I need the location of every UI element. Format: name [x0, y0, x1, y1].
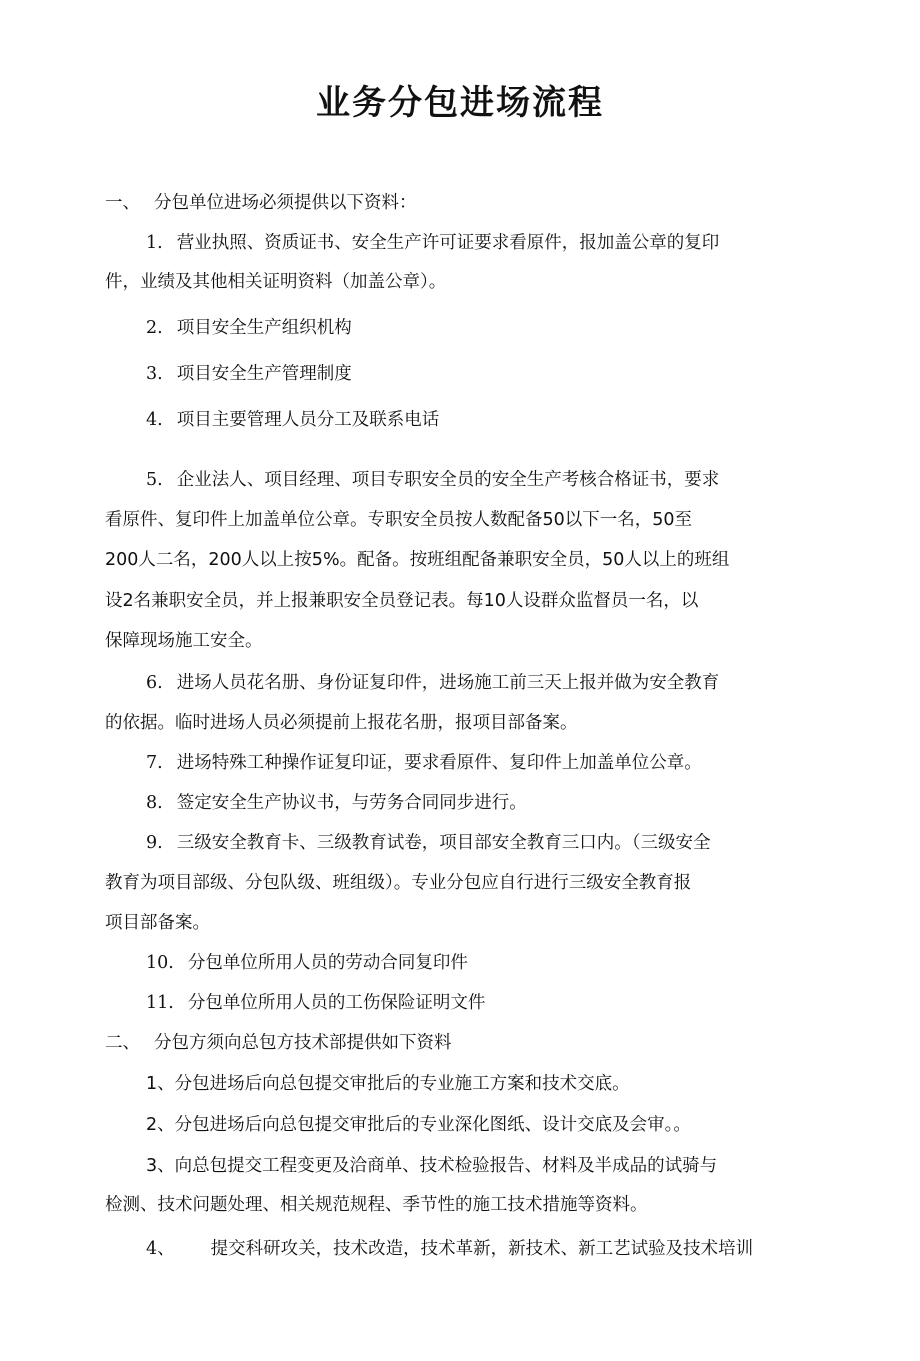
list-item: [146, 830, 710, 856]
item-text: 提交科研攻关，技术改造，技术革新，新技术、新工艺试验及技术培训: [210, 1239, 754, 1259]
list-item-continuation: 的依据。临时进场人员必须提前上报花名册，报项目部备案。: [105, 713, 578, 733]
item-text: 项目安全生产组织机构: [176, 318, 352, 338]
list-item: [146, 315, 352, 341]
item-number: 2、: [146, 1115, 175, 1135]
item-number: 3.: [146, 364, 163, 384]
list-item: [146, 950, 468, 976]
section-heading: [105, 1030, 452, 1056]
list-item: [146, 361, 352, 387]
list-item: [146, 407, 439, 433]
list-item-continuation: 设2名兼职安全员，并上报兼职安全员登记表。每10人设群众监督员一名，以: [105, 591, 699, 611]
section-number: 一、: [105, 193, 140, 213]
list-item: [146, 1071, 630, 1097]
item-number: 1、: [146, 1074, 175, 1094]
list-item: [146, 1112, 691, 1138]
list-item: [146, 467, 719, 493]
section-number: 二、: [105, 1033, 140, 1053]
section-heading-text: 分包单位进场必须提供以下资料：: [154, 193, 417, 213]
section-heading: [105, 190, 417, 216]
item-text: 向总包提交工程变更及洽商单、技术检验报告、材料及半成品的试骑与: [174, 1156, 718, 1176]
item-text: 分包进场后向总包提交审批后的专业深化图纸、设计交底及会审。。: [174, 1115, 691, 1135]
list-item: [146, 230, 719, 256]
item-number: 5.: [146, 470, 163, 490]
list-item: [146, 750, 702, 776]
list-item: [146, 670, 719, 696]
item-text: 企业法人、项目经理、项目专职安全员的安全生产考核合格证书，要求: [176, 470, 720, 490]
list-item-continuation: 检测、技术问题处理、相关规范规程、季节性的施工技术措施等资料。: [105, 1195, 648, 1215]
list-item-continuation: 看原件、复印件上加盖单位公章。专职安全员按人数配备50以下一名，50至: [105, 510, 693, 530]
item-text: 三级安全教育卡、三级教育试卷，项目部安全教育三口内。（三级安全: [176, 833, 711, 853]
item-number: 7.: [146, 753, 163, 773]
list-item: [146, 1236, 753, 1262]
item-number: 8.: [146, 793, 163, 813]
item-number: 11.: [146, 993, 174, 1013]
item-text: 进场人员花名册、身份证复印件，进场施工前三天上报并做为安全教育: [176, 673, 720, 693]
item-text: 签定安全生产协议书，与劳务合同同步进行。: [176, 793, 527, 813]
item-text: 项目安全生产管理制度: [176, 364, 352, 384]
item-number: 4、: [146, 1239, 175, 1259]
list-item: [146, 790, 527, 816]
list-item-continuation: 项目部备案。: [105, 913, 210, 933]
item-number: 4.: [146, 410, 163, 430]
list-item-continuation: 教育为项目部级、分包队级、班组级）。专业分包应自行进行三级安全教育报: [105, 873, 692, 893]
item-text: 项目主要管理人员分工及联系电话: [176, 410, 440, 430]
item-number: 6.: [146, 673, 163, 693]
list-item-continuation: 200人二名，200人以上按5%。配备。按班组配备兼职安全员，50人以上的班组: [105, 550, 730, 570]
item-text: 分包单位所用人员的工伤保险证明文件: [187, 993, 486, 1013]
list-item: [146, 1153, 717, 1179]
item-text: 进场特殊工种操作证复印证，要求看原件、复印件上加盖单位公章。: [176, 753, 702, 773]
list-item: [146, 990, 485, 1016]
item-text: 分包进场后向总包提交审批后的专业施工方案和技术交底。: [174, 1074, 630, 1094]
section-heading-text: 分包方须向总包方技术部提供如下资料: [154, 1033, 452, 1053]
item-text: 分包单位所用人员的劳动合同复印件: [187, 953, 468, 973]
item-number: 1.: [146, 233, 163, 253]
page-title: 业务分包进场流程: [316, 83, 604, 123]
item-number: 3、: [146, 1156, 175, 1176]
list-item-continuation: 保障现场施工安全。: [105, 631, 263, 651]
item-number: 10.: [146, 953, 174, 973]
item-number: 2.: [146, 318, 163, 338]
item-number: 9.: [146, 833, 163, 853]
item-text: 营业执照、资质证书、安全生产许可证要求看原件，报加盖公章的复印: [176, 233, 720, 253]
list-item-continuation: 件，业绩及其他相关证明资料（加盖公章）。: [105, 272, 447, 292]
